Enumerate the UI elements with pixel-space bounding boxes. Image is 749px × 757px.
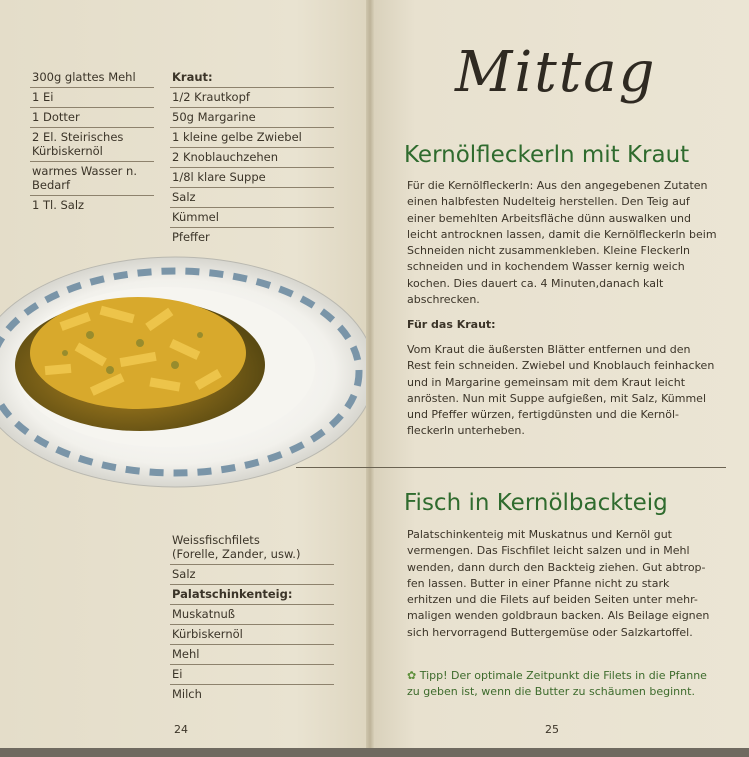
list-item: Muskatnuß: [170, 605, 334, 625]
recipe1-kraut-text: Vom Kraut die äußersten Blätter entfernen und den Rest fein schneiden. Zwiebel und Knoblauch feinhacken und in Margarine gemeinsam mit dem Kraut leicht anrösten. Nun mit Suppe aufgießen, mit Salz, Kümmel und Pfeffer würzen, fertigdünsten und die Kernöl-fleckerln unterheben.: [407, 343, 715, 438]
list-item: 2 El. Steirisches Kürbiskernöl: [30, 128, 154, 162]
page-number-right: 25: [545, 723, 559, 736]
list-item: 50g Margarine: [170, 108, 334, 128]
list-item: 1/8l klare Suppe: [170, 168, 334, 188]
list-item: Kümmel: [170, 208, 334, 228]
book-spine: [366, 0, 374, 757]
list-item: warmes Wasser n. Bedarf: [30, 162, 154, 196]
list-item: Milch: [172, 687, 202, 701]
list-item: 2 Knoblauchzehen: [170, 148, 334, 168]
list-item: 1 Dotter: [30, 108, 154, 128]
list-item: 300g glattes Mehl: [30, 68, 154, 88]
list-item: Salz: [170, 188, 334, 208]
section-title: Mittag: [455, 40, 657, 105]
food-plate-image: [0, 255, 370, 490]
list-item: Salz: [170, 565, 334, 585]
page-number-left: 24: [174, 723, 188, 736]
list-item: Pfeffer: [172, 230, 210, 244]
list-item: 1 Ei: [30, 88, 154, 108]
ingredients-kraut-list: [170, 68, 334, 247]
list-item: Ei: [170, 665, 334, 685]
tip-box: [407, 668, 721, 701]
bottom-edge: [0, 748, 749, 757]
list-item: Kürbiskernöl: [170, 625, 334, 645]
kraut-heading: Kraut:: [170, 68, 334, 88]
tip-text: Tipp! Der optimale Zeitpunkt die Filets in die Pfanne zu geben ist, wenn die Butter zu schäumen beginnt.: [407, 669, 707, 699]
section-divider: [296, 467, 726, 468]
ingredients-basic-list: [30, 68, 154, 215]
ingredients-fish-list: [170, 531, 334, 704]
recipe1-title: Kernölfleckerln mit Kraut: [404, 142, 690, 168]
recipe2-text: Palatschinkenteig mit Muskatnus und Kernöl gut vermengen. Das Fischfilet leicht salzen und in Mehl wenden, dann durch den Backteig ziehen. Gut abtrop-fen lassen. Butter in einer Pfanne nicht zu stark erhitzen und die Filets auf beiden Seiten unter mehr-maligen wenden goldbraun backen. Als Beilage eignen sich hervorragend Buttergemüse oder Salzkartoffel.: [407, 528, 710, 639]
list-item: 1 Tl. Salz: [32, 198, 85, 212]
left-page: [0, 0, 370, 757]
list-item: 1/2 Krautkopf: [170, 88, 334, 108]
list-item: 1 kleine gelbe Zwiebel: [170, 128, 334, 148]
recipe2-title: Fisch in Kernölbackteig: [404, 490, 668, 516]
list-item: Weissfischfilets (Forelle, Zander, usw.): [170, 531, 334, 565]
list-item: Mehl: [170, 645, 334, 665]
recipe1-intro: Für die Kernölfleckerln: Aus den angegebenen Zutaten einen halbfesten Nudelteig herstellen. Den Teig auf einer bemehlten Arbeitsfläche dünn auswalken und leicht antrocknen lassen, damit die Kernölfleckerln beim Schneiden nicht zusammenkleben. Kleine Fleckerln schneiden und in kochendem Wasser kernig weich kochen. Dies dauert ca. 4 Minuten,danach kalt abschrecken.: [407, 179, 717, 307]
batter-heading: Palatschinkenteig:: [170, 585, 334, 605]
recipe1-subheading: Für das Kraut:: [407, 318, 496, 331]
leaf-icon: ✿: [407, 669, 420, 682]
